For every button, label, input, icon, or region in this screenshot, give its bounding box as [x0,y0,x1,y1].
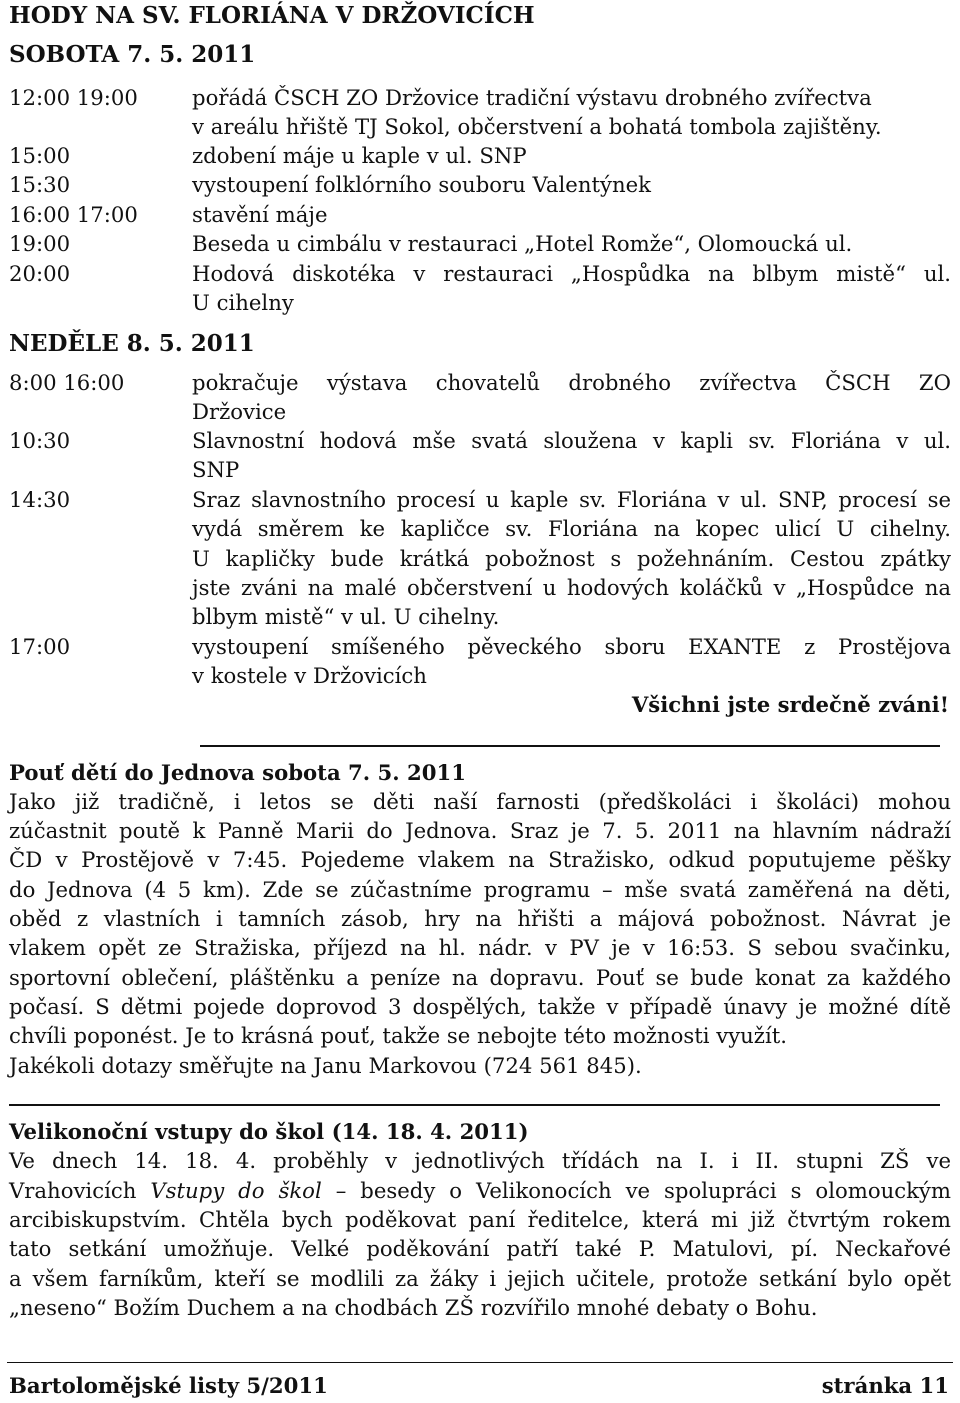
schedule-desc: pokračuje výstava chovatelů drobného zvířectva ČSCH ZO [192,370,951,395]
schedule-desc: v kostele v Držovicích [192,663,427,688]
paragraph-line: ČD v Prostějově v 7:45. Pojedeme vlakem na Stražisko, odkud poputujeme pěšky [9,847,951,872]
footer-page-number: stránka 11 [821,1373,949,1398]
schedule-desc: pořádá ČSCH ZO Držovice tradiční výstavu drobného zvířectva [192,85,872,110]
paragraph-line: „neseno“ Božím Duchem a na chodbách ZŠ rozvířilo mnohé debaty o Bohu. [9,1295,818,1320]
schedule-desc: vystoupení folklórního souboru Valentýnek [192,172,651,197]
schedule-desc: stavění máje [192,202,328,227]
schedule-time: 16:00 17:00 [9,202,138,227]
schedule-time: 12:00 19:00 [9,85,138,110]
closing-invitation: Všichni jste srdečně zváni! [631,692,949,717]
schedule-desc: blbym mistě“ v ul. U cihelny. [192,604,500,629]
paragraph-line: Jakékoli dotazy směřujte na Janu Markovou (724 561 845). [9,1053,642,1078]
paragraph-line: sportovní oblečení, pláštěnku a peníze na dopravu. Pouť se bude konat za každého [9,965,951,990]
schedule-time: 15:00 [9,143,71,168]
saturday-heading: SOBOTA 7. 5. 2011 [9,41,256,68]
paragraph-line: oběd z vlastních i tamních zásob, hry na hřišti a májová pobožnost. Návrat je [9,906,951,931]
schedule-time: 15:30 [9,172,71,197]
easter-heading: Velikonoční vstupy do škol (14. 18. 4. 2011) [9,1119,529,1144]
divider [200,745,940,747]
schedule-time: 8:00 16:00 [9,370,125,395]
schedule-desc: U cihelny [192,290,294,315]
paragraph-line: arcibiskupstvím. Chtěla bych poděkovat paní ředitelce, která mi již čtvrtým rokem [9,1207,951,1232]
schedule-desc: U kapličky bude krátká pobožnost s požehnáním. Cestou zpátky [192,546,951,571]
paragraph-line: počasí. S dětmi pojede doprovod 3 dospělých, takže v případě únavy je možné dítě [9,994,951,1019]
schedule-desc: SNP [192,457,240,482]
schedule-time: 20:00 [9,261,71,286]
schedule-desc: Slavnostní hodová mše svatá sloužena v kapli sv. Floriána v ul. [192,428,951,453]
paragraph-line [9,1178,951,1203]
schedule-desc: Beseda u cimbálu v restauraci „Hotel Romže“, Olomoucká ul. [192,231,853,256]
schedule-time: 10:30 [9,428,71,453]
schedule-desc: zdobení máje u kaple v ul. SNP [192,143,527,168]
schedule-desc: Sraz slavnostního procesí u kaple sv. Floriána v ul. SNP, procesí se [192,487,951,512]
schedule-desc: Hodová diskotéka v restauraci „Hospůdka na blbym mistě“ ul. [192,261,951,286]
schedule-desc: jste zváni na malé občerstvení u hodových koláčků v „Hospůdce na [192,575,951,600]
schedule-desc: v areálu hřiště TJ Sokol, občerstvení a bohatá tombola zajištěny. [192,114,882,139]
schedule-time: 19:00 [9,231,71,256]
italic-title: Vstupy do škol [150,1178,322,1203]
footer-divider [7,1362,953,1363]
sunday-heading: NEDĚLE 8. 5. 2011 [9,330,255,357]
text-run: – besedy o Velikonocích ve spolupráci s olomouckým [321,1178,951,1203]
schedule-desc: Držovice [192,399,287,424]
schedule-time: 17:00 [9,634,71,659]
paragraph-line: zúčastnit poutě k Panně Marii do Jednova. Sraz je 7. 5. 2011 na hlavním nádraží [9,818,951,843]
paragraph-line: tato setkání umožňuje. Velké poděkování patří také P. Matulovi, pí. Neckařové [9,1236,951,1261]
paragraph-line: do Jednova (4 5 km). Zde se zúčastníme programu – mše svatá zaměřená na děti, [9,877,951,902]
page-title: HODY NA SV. FLORIÁNA V DRŽOVICÍCH [9,2,535,29]
paragraph-line: vlakem opět ze Stražiska, příjezd na hl. nádr. v PV je v 16:53. S sebou svačinku, [9,935,951,960]
divider [9,1104,940,1106]
schedule-desc: vystoupení smíšeného pěveckého sboru EXANTE z Prostějova [192,634,951,659]
schedule-time: 14:30 [9,487,71,512]
paragraph-line: Ve dnech 14. 18. 4. proběhly v jednotlivých třídách na I. i II. stupni ZŠ ve [9,1148,951,1173]
footer-publication: Bartolomějské listy 5/2011 [9,1373,328,1398]
schedule-desc: vydá směrem ke kapličce sv. Floriána na kopec ulicí U cihelny. [192,516,951,541]
text-run: Vrahovicích [9,1178,151,1203]
pilgrimage-heading: Pouť dětí do Jednova sobota 7. 5. 2011 [9,760,467,785]
paragraph-line: a všem farníkům, kteří se modlili za žáky i jejich učitele, protože setkání bylo opět [9,1266,951,1291]
paragraph-line: chvíli poponést. Je to krásná pouť, takže se nebojte této možnosti využít. [9,1023,787,1048]
paragraph-line: Jako již tradičně, i letos se děti naší farnosti (předškoláci i školáci) mohou [9,789,951,814]
